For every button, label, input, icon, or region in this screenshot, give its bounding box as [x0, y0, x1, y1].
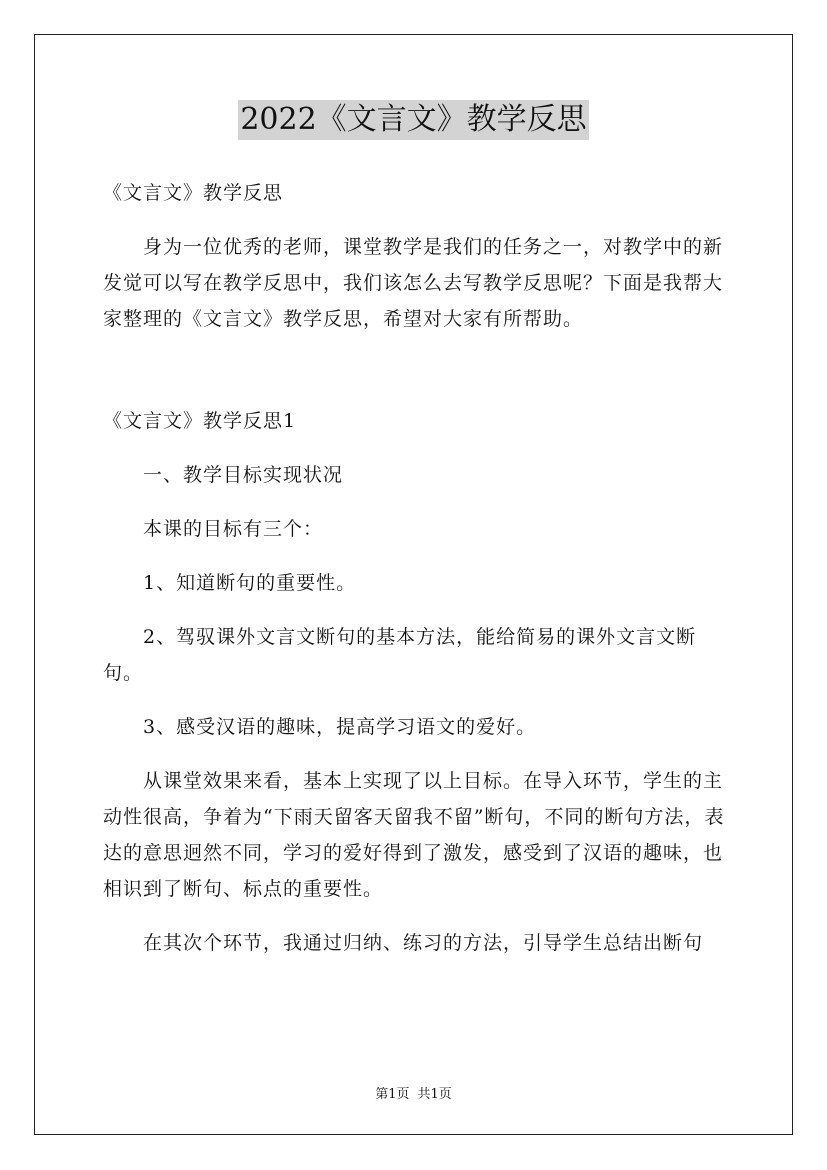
page-number: 第1页 [375, 1087, 410, 1102]
subtitle-paragraph: 《文言文》教学反思 [103, 182, 284, 204]
page-footer [0, 1083, 827, 1102]
document-body [103, 175, 729, 961]
list-item: 1、知道断句的重要性。 [143, 572, 357, 594]
section-heading: 《文言文》教学反思1 [103, 410, 297, 432]
list-item: 3、感受汉语的趣味，提高学习语文的爱好。 [143, 716, 537, 738]
subsection-heading: 一、教学目标实现状况 [143, 464, 344, 486]
page-total: 共1页 [417, 1087, 452, 1102]
title-container [0, 100, 827, 140]
body-paragraph: 本课的目标有三个： [143, 518, 324, 540]
intro-paragraph: 身为一位优秀的老师，课堂教学是我们的任务之一，对教学中的新发觉可以写在教学反思中，我们该怎么去写教学反思呢？下面是我帮大家整理的《文言文》教学反思，希望对大家有所帮助。 [103, 236, 724, 330]
list-item: 2、驾驭课外文言文断句的基本方法，能给简易的课外文言文断句。 [103, 626, 697, 684]
body-paragraph: 从课堂效果来看，基本上实现了以上目标。在导入环节，学生的主动性很高，争着为“下雨天留客天留我不留”断句，不同的断句方法，表达的意思迥然不同，学习的爱好得到了激发，感受到了汉语的趣味，也相识到了断句、标点的重要性。 [103, 770, 725, 900]
body-paragraph: 在其次个环节，我通过归纳、练习的方法，引导学生总结出断句 [143, 932, 704, 954]
document-title: 2022《文言文》教学反思 [238, 100, 588, 140]
